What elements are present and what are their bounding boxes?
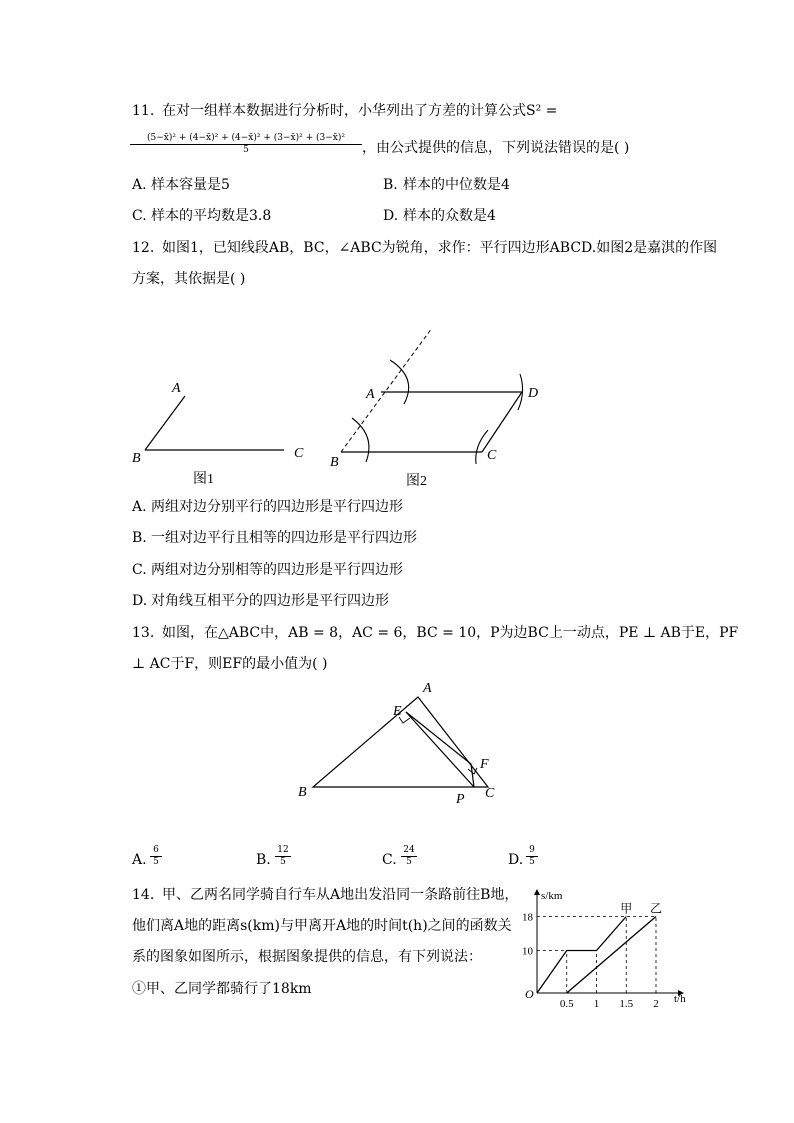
q12-option-d-text: 对角线互相平分的四边形是平行四边形 (151, 593, 389, 609)
x-axis-label: t/h (674, 993, 686, 1005)
fig2-caption: 图2 (406, 474, 427, 489)
series-label-jia: 甲 (620, 901, 633, 916)
q13-option-d-num: 9 (526, 845, 538, 857)
q13-option-b-den: 5 (280, 857, 286, 867)
origin-label: O (525, 987, 534, 1001)
fig2-label-c: C (487, 448, 497, 463)
q12-option-c-text: 两组对边分别相等的四边形是平行四边形 (151, 562, 403, 578)
fig1-caption: 图1 (193, 472, 214, 487)
q13-stem-line1: 如图，在△ABC中，AB = 8，AC = 6，BC = 10，P为边BC上一动点，PE ⊥ AB于E，PF (162, 625, 739, 641)
q11-option-a-label: A. (132, 177, 147, 193)
x-tick-label-0.5: 0.5 (559, 998, 574, 1007)
q13-option-d-den: 5 (529, 857, 535, 867)
q12-option-b-text: 一组对边平行且相等的四边形是平行四边形 (151, 530, 417, 546)
y-axis-arrow (534, 889, 540, 895)
y-tick-label-10: 10 (522, 945, 533, 958)
q12-figures (125, 320, 685, 495)
q13-option-c-fraction (401, 845, 417, 868)
q14-distance-time-chart (520, 882, 700, 1007)
q12-stem-line2: 方案，其依据是( ) (132, 271, 246, 287)
q11-option-d-label: D. (383, 208, 399, 224)
segment-ef (406, 712, 471, 764)
q13-option-d-label: D. (508, 852, 524, 868)
q13-option-c-den: 5 (406, 857, 412, 867)
q11-option-c-label: C. (132, 208, 147, 224)
q14-stem-line3: 系的图象如图所示，根据图象提供的信息，有下列说法： (132, 949, 482, 965)
q11-formula-numerator: (5−x̄)² + (4−x̄)² + (4−x̄)² + (3−x̄)² + (3−x̄)² (130, 133, 362, 145)
q14-statement-1: ①甲、乙同学都骑行了18km (132, 981, 312, 997)
y-tick-label-18: 18 (522, 911, 533, 924)
y-axis-label: s/km (541, 890, 563, 902)
q12-option-c-label: C. (132, 562, 147, 578)
q13-option-a-den: 5 (153, 857, 159, 867)
x-tick-label-1: 1 (593, 998, 600, 1007)
q13-option-c-num: 24 (401, 845, 417, 857)
q14-stem-line1: 甲、乙两名同学骑自行车从A地出发沿同一条路前往B地， (162, 887, 519, 903)
q12-option-d-label: D. (132, 593, 148, 609)
q14-stem-line2: 他们离A地的距离s(km)与甲离开A地的时间t(h)之间的函数关 (132, 918, 512, 934)
q13-option-c-label: C. (382, 852, 397, 868)
q13-option-a-label: A. (132, 852, 147, 868)
label-p: P (456, 792, 465, 807)
label-f: F (480, 757, 489, 772)
q11-option-d-text: 样本的众数是4 (403, 208, 496, 224)
label-a: A (423, 681, 432, 696)
fig2-segment-cd (482, 392, 522, 452)
fig2-label-d: D (528, 386, 539, 401)
q13-triangle-figure (290, 675, 510, 810)
q11-option-b-text: 样本的中位数是4 (403, 177, 510, 193)
q11-option-a-text: 样本容量是5 (151, 177, 230, 193)
series-line-jia (537, 917, 626, 994)
q13-option-a-fraction (150, 845, 162, 868)
q13-number: 13. (132, 625, 155, 641)
fig1-label-b: B (132, 451, 141, 466)
q11-option-c-text: 样本的平均数是3.8 (151, 208, 272, 224)
q13-option-d-fraction (526, 845, 538, 868)
label-c: C (485, 786, 495, 801)
q13-option-b-fraction (275, 845, 291, 868)
q11-stem-line1: 在对一组样本数据进行分析时，小华列出了方差的计算公式S² = (162, 103, 558, 119)
chart-marks (522, 902, 662, 1008)
fig2-label-a: A (366, 387, 375, 402)
series-label-yi: 乙 (649, 901, 663, 916)
q13-option-b-label: B. (256, 852, 271, 868)
q11-formula-denominator: 5 (243, 145, 249, 155)
label-e: E (393, 704, 402, 719)
q13-option-b-num: 12 (275, 845, 291, 857)
q12-option-a-label: A. (132, 499, 147, 515)
q11-number: 11. (132, 103, 155, 119)
q11-variance-formula (130, 133, 362, 156)
fig2-arc-near-b (352, 418, 369, 462)
label-b: B (298, 785, 307, 800)
segment-pe (406, 712, 474, 787)
q11-option-b-label: B. (383, 177, 398, 193)
fig1-segment-ab (145, 396, 185, 450)
x-tick-label-1.5: 1.5 (619, 998, 634, 1007)
fig1-label-c: C (294, 446, 304, 461)
q12-number: 12. (132, 240, 155, 256)
q12-option-b-label: B. (132, 530, 147, 546)
series-line-yi (567, 917, 656, 994)
q12-option-a-text: 两组对边分别平行的四边形是平行四边形 (151, 499, 403, 515)
q11-stem-line2: ，由公式提供的信息，下列说法错误的是( ) (362, 140, 630, 156)
x-tick-label-2: 2 (653, 998, 659, 1007)
q13-option-a-num: 6 (150, 845, 162, 857)
q13-stem-line2: ⊥ AC于F，则EF的最小值为( ) (132, 656, 328, 672)
fig1-label-a: A (172, 381, 181, 396)
fig2-label-b: B (330, 455, 339, 470)
q14-number: 14. (132, 887, 155, 903)
q12-stem-line1: 如图1，已知线段AB，BC，∠ABC为锐角，求作：平行四边形ABCD.如图2是嘉淇的作图 (162, 240, 718, 256)
fig2-dashed-ray (341, 328, 432, 452)
